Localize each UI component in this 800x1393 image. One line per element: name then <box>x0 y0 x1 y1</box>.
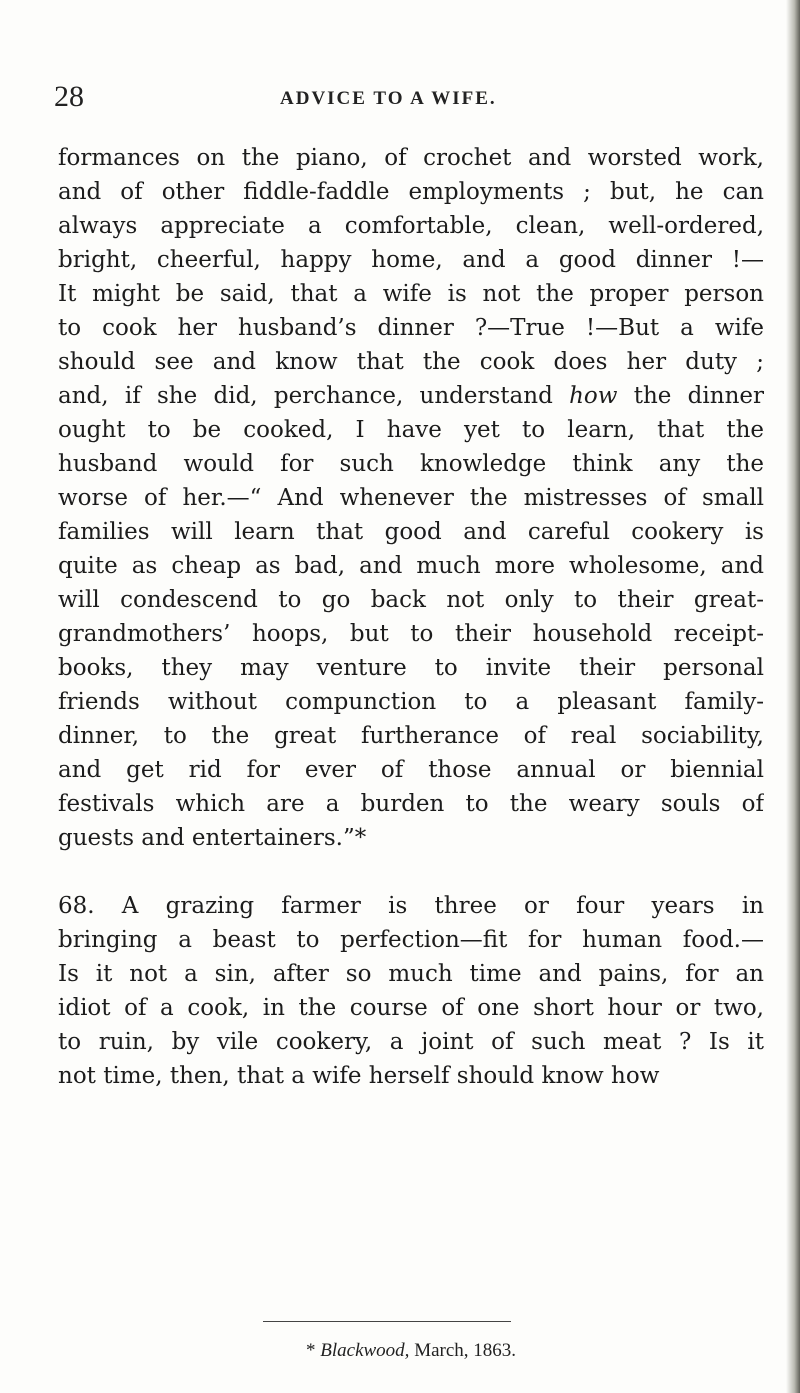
text-line: bringing a beast to perfection—fit for human food.— <box>58 927 764 953</box>
emphasis-how: how <box>569 383 618 409</box>
text-line: and get rid for ever of those annual or biennial <box>58 757 764 783</box>
page-number: 28 <box>54 80 84 113</box>
body-text <box>58 141 786 1093</box>
text-line: dinner, to the great furtherance of real sociability, <box>58 723 764 749</box>
footnote-date: March, 1863. <box>414 1340 517 1361</box>
text-line: Is it not a sin, after so much time and pains, for an <box>58 961 764 987</box>
text-line: always appreciate a comfortable, clean, well-ordered, <box>58 213 764 239</box>
text-line: festivals which are a burden to the weary souls of <box>58 791 764 817</box>
paragraph-1 <box>58 141 786 855</box>
text-line: grandmothers’ hoops, but to their household receipt- <box>58 621 764 647</box>
text-line: ought to be cooked, I have yet to learn, that the <box>58 417 764 443</box>
text-line: to cook her husband’s dinner ?—True !—But a wife <box>58 315 764 341</box>
paragraph-68 <box>58 889 786 1093</box>
text-line: friends without compunction to a pleasant family- <box>58 689 764 715</box>
text-line: to ruin, by vile cookery, a joint of such meat ? Is it <box>58 1029 764 1055</box>
footnote-source: Blackwood, <box>320 1340 410 1361</box>
footnote-marker: * <box>306 1340 316 1361</box>
text-line: should see and know that the cook does her duty ; <box>58 349 764 375</box>
text-line: idiot of a cook, in the course of one short hour or two, <box>58 995 764 1021</box>
text-line: worse of her.—“ And whenever the mistresses of small <box>58 485 764 511</box>
text-line: families will learn that good and careful cookery is <box>58 519 764 545</box>
text-line: and of other fiddle-faddle employments ; but, he can <box>58 179 764 205</box>
text-line: bright, cheerful, happy home, and a good dinner !— <box>58 247 764 273</box>
text-line: will condescend to go back not only to their great- <box>58 587 764 613</box>
text-line: guests and entertainers.”* <box>58 825 367 851</box>
text-line: and, if she did, perchance, understand how the dinner <box>58 383 764 409</box>
text-line: husband would for such knowledge think any the <box>58 451 764 477</box>
text-line: not time, then, that a wife herself should know how <box>58 1063 660 1089</box>
text-line: formances on the piano, of crochet and worsted work, <box>58 145 764 171</box>
page-edge-shadow <box>786 0 800 1393</box>
text-line: quite as cheap as bad, and much more wholesome, and <box>58 553 764 579</box>
footnote-rule <box>263 1321 511 1322</box>
text-line: 68. A grazing farmer is three or four years in <box>58 893 764 919</box>
paragraph-gap <box>58 855 786 889</box>
footnote <box>306 1339 516 1363</box>
page-header <box>54 78 754 118</box>
text-line: It might be said, that a wife is not the proper person <box>58 281 764 307</box>
text-line: books, they may venture to invite their personal <box>58 655 764 681</box>
running-head: ADVICE TO A WIFE. <box>280 88 497 109</box>
